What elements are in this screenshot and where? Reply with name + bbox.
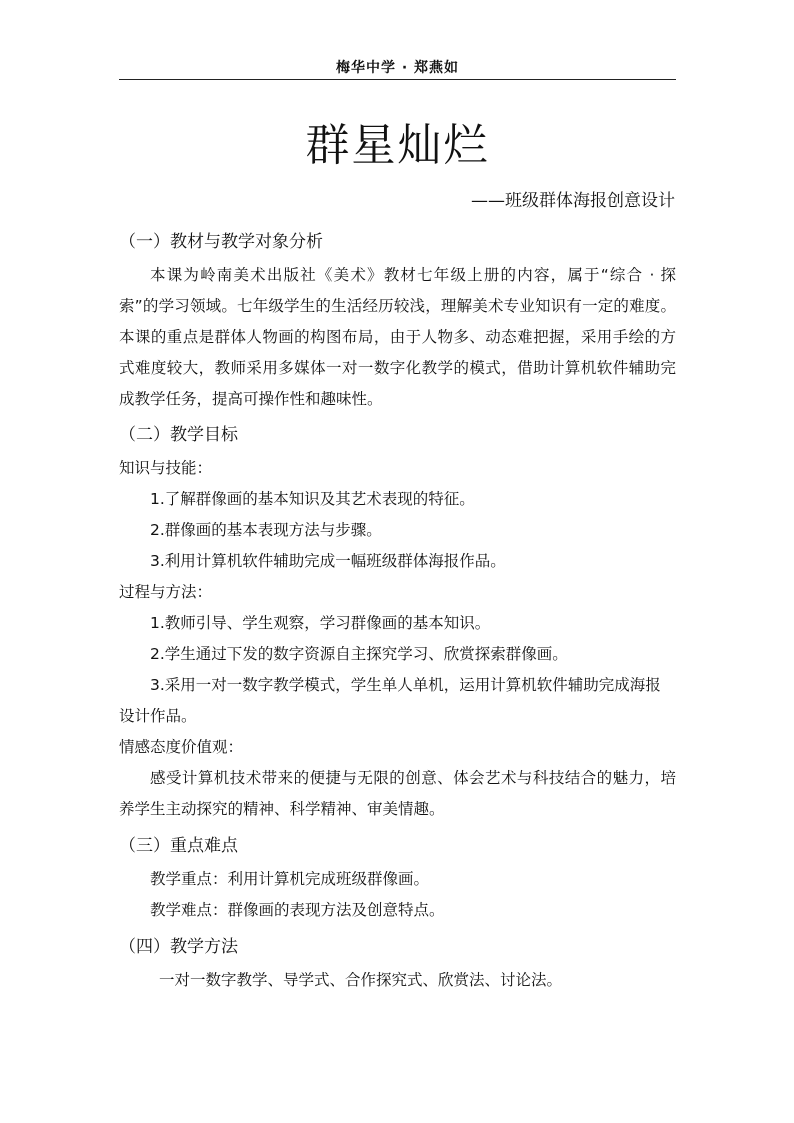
process-item: 1.教师引导、学生观察，学习群像画的基本知识。 <box>150 614 491 632</box>
teaching-methods-line: 一对一数字教学、导学式、合作探究式、欣赏法、讨论法。 <box>159 971 563 989</box>
section-heading-methods: （四）教学方法 <box>119 937 238 957</box>
section-heading-analysis: （一）教材与教学对象分析 <box>119 232 323 252</box>
knowledge-item: 1.了解群像画的基本知识及其艺术表现的特征。 <box>150 490 475 508</box>
process-item: 2.学生通过下发的数字资源自主探究学习、欣赏探索群像画。 <box>150 645 568 663</box>
emotion-values-paragraph: 感受计算机技术带来的便捷与无限的创意、体会艺术与科技结合的魅力，培养学生主动探究的精神、科学精神、审美情趣。 <box>119 769 676 818</box>
document-title: 群星灿烂 <box>305 120 490 171</box>
header-divider <box>119 79 676 80</box>
difficulty-line: 教学难点：群像画的表现方法及创意特点。 <box>150 901 445 919</box>
document-body <box>119 227 676 996</box>
knowledge-skills-label: 知识与技能： <box>119 459 213 477</box>
knowledge-item: 2.群像画的基本表现方法与步骤。 <box>150 521 382 539</box>
analysis-paragraph: 本课为岭南美术出版社《美术》教材七年级上册的内容，属于“综合 · 探索”的学习领域。七年级学生的生活经历较浅，理解美术专业知识有一定的难度。本课的重点是群体人物画的构图布局，由于人物多、动态难把握，采用手绘的方式难度较大，教师采用多媒体一对一数字化教学的模式，借助计算机软件辅助完成教学任务，提高可操作性和趣味性。 <box>119 266 676 408</box>
section-heading-objectives: （二）教学目标 <box>119 425 238 445</box>
page-header: 梅华中学 · 郑燕如 <box>335 60 460 76</box>
knowledge-item: 3.利用计算机软件辅助完成一幅班级群体海报作品。 <box>150 552 506 570</box>
process-methods-label: 过程与方法： <box>119 583 213 601</box>
emotion-values-label: 情感态度价值观： <box>119 738 244 756</box>
key-point-line: 教学重点：利用计算机完成班级群像画。 <box>150 870 430 888</box>
process-item: 3.采用一对一数字教学模式，学生单人单机，运用计算机软件辅助完成海报设计作品。 <box>119 676 661 725</box>
document-subtitle: ——班级群体海报创意设计 <box>471 191 675 211</box>
section-heading-key-points: （三）重点难点 <box>119 836 238 856</box>
